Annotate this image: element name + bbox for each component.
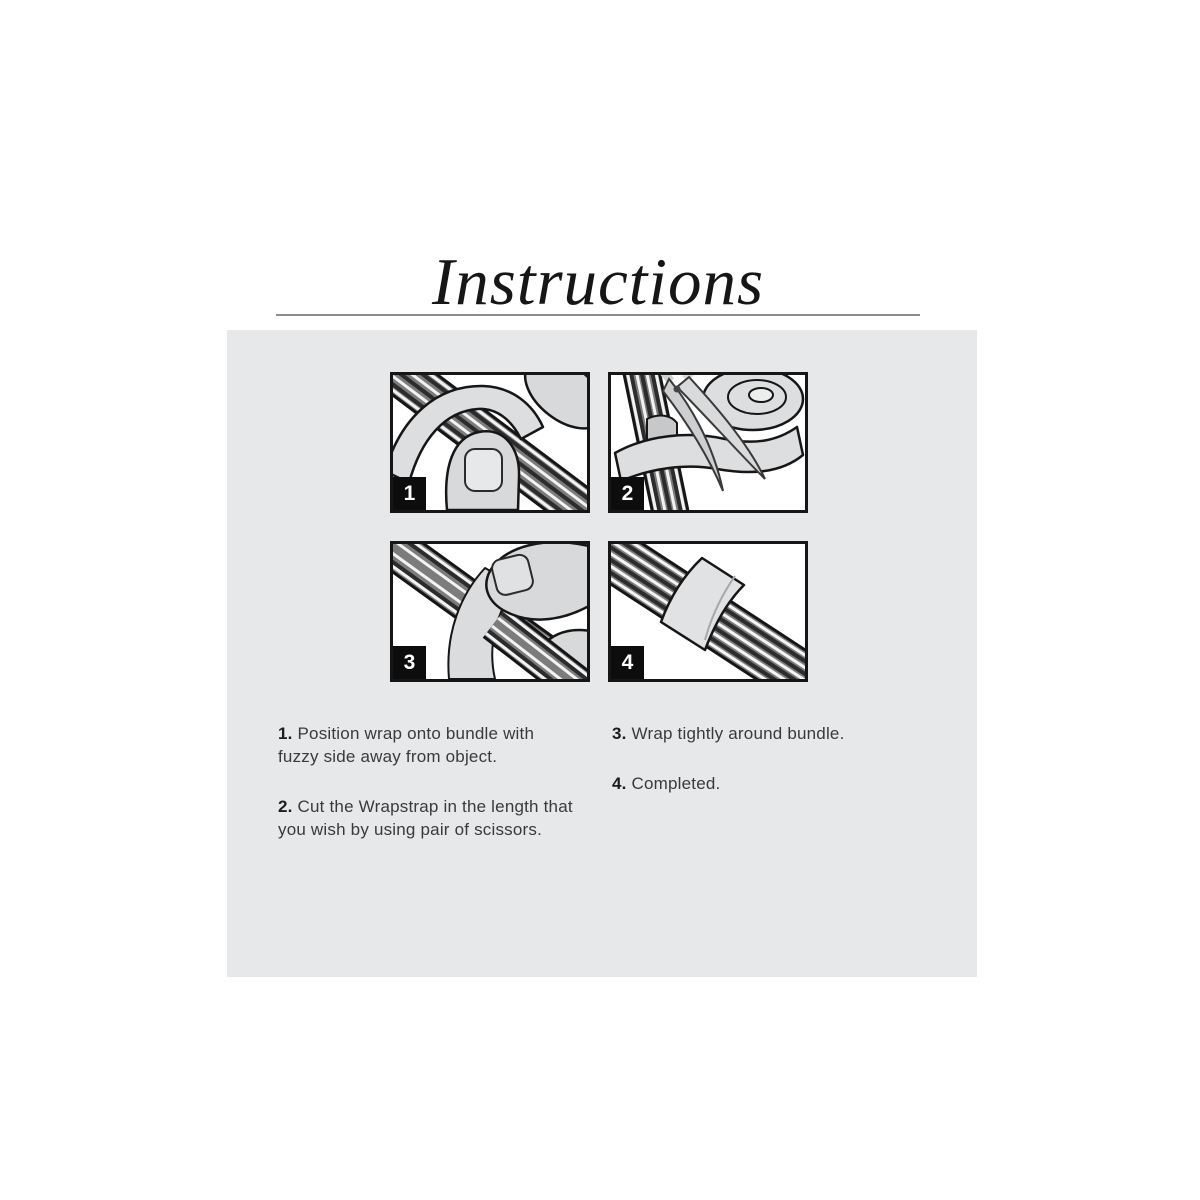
- steps-column-right: [612, 722, 947, 822]
- page-title: Instructions: [431, 245, 765, 319]
- step-body-1: Position wrap onto bundle with fuzzy side away from object.: [278, 724, 535, 766]
- step-badge-3: 3: [393, 646, 426, 679]
- step-body-4: Completed.: [631, 774, 721, 793]
- figure-step-2: [608, 372, 808, 513]
- step-badge-1: 1: [393, 477, 426, 510]
- figure-step-1: [390, 372, 590, 513]
- step-number-4: 4.: [612, 774, 627, 793]
- step-text-4: [612, 772, 947, 795]
- step-body-2: Cut the Wrapstrap in the length that you wish by using pair of scissors.: [278, 797, 573, 839]
- thumbnail-icon: [465, 449, 502, 491]
- step-text-2: [278, 795, 574, 841]
- figure-step-3: [390, 541, 590, 682]
- step-body-3: Wrap tightly around bundle.: [631, 724, 845, 743]
- figure-step-4: [608, 541, 808, 682]
- thumbnail-icon: [490, 553, 535, 597]
- instructions-panel: [227, 330, 977, 977]
- step-text-1: [278, 722, 574, 768]
- step-number-2: 2.: [278, 797, 293, 816]
- step-number-3: 3.: [612, 724, 627, 743]
- steps-column-left: [278, 722, 574, 868]
- step-number-1: 1.: [278, 724, 293, 743]
- step-text-3: [612, 722, 947, 745]
- step-badge-2: 2: [611, 477, 644, 510]
- step-badge-4: 4: [611, 646, 644, 679]
